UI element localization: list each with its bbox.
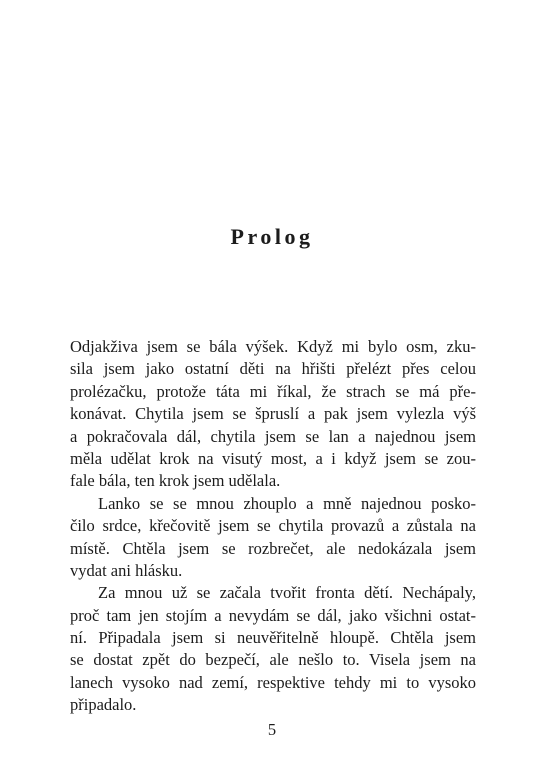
- text-line: se dostat zpět do bezpečí, ale nešlo to. Visela jsem na: [70, 650, 476, 670]
- paragraph-3: [70, 582, 476, 716]
- text-line: vydat ani hlásku.: [70, 560, 183, 580]
- text-line: měla udělat krok na visutý most, a i když jsem se zou-: [70, 448, 476, 468]
- chapter-body: [70, 336, 476, 717]
- text-line: ní. Připadala jsem si neuvěřitelně hloupě. Chtěla jsem: [70, 628, 476, 648]
- text-line: Lanko se se mnou zhouplo a mně najednou posko-: [98, 493, 476, 513]
- chapter-title: Prolog: [230, 224, 314, 249]
- paragraph-1: [70, 336, 476, 493]
- text-line: a pokračovala dál, chytila jsem se lan a najednou jsem: [70, 426, 476, 446]
- text-line: lanech vysoko nad zemí, respektive tehdy mi to vysoko: [70, 672, 476, 692]
- page-number: 5: [267, 720, 277, 739]
- text-line: prolézačku, protože táta mi říkal, že strach se má pře-: [70, 381, 476, 401]
- text-line: konávat. Chytila jsem se špruslí a pak jsem vylezla výš: [70, 404, 476, 424]
- text-line: připadalo.: [70, 695, 137, 715]
- text-line: Odjakživa jsem se bála výšek. Když mi bylo osm, zku-: [70, 337, 476, 356]
- text-line: proč tam jen stojím a nevydám se dál, jako všichni ostat-: [70, 605, 476, 625]
- text-line: fale bála, ten krok jsem udělala.: [70, 471, 281, 491]
- text-line: sila jsem jako ostatní děti na hřišti přelézt přes celou: [70, 359, 476, 379]
- text-line: čilo srdce, křečovitě jsem se chytila provazů a zůstala na: [70, 516, 476, 536]
- paragraph-2: [70, 493, 476, 583]
- text-line: Za mnou už se začala tvořit fronta dětí. Nechápaly,: [98, 583, 476, 603]
- text-line: místě. Chtěla jsem se rozbrečet, ale nedokázala jsem: [70, 538, 476, 558]
